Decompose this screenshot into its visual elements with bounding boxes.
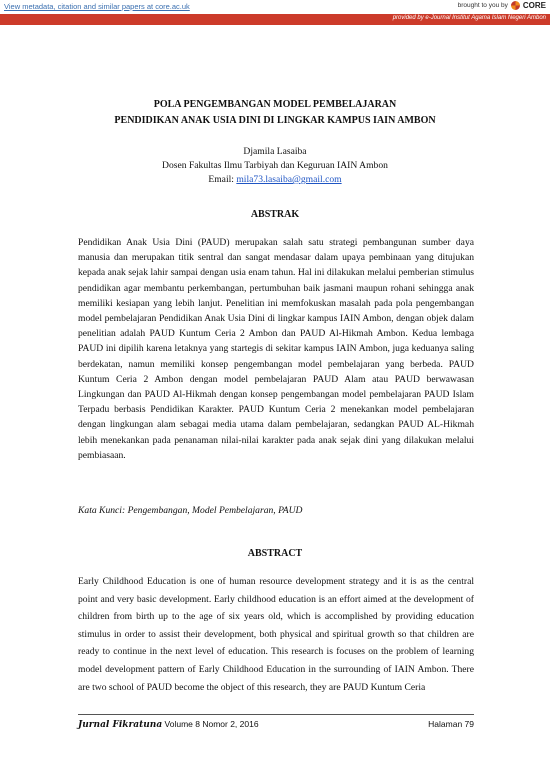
abstract-paragraph: Early Childhood Education is one of human resource development strategy and it is as the central point and very basic development. Early childhood education is an effort aimed at the development of children from birth up to the age of six years old, which is accomplished by providing education stimulus in order to assist their development, both physical and spiritual growth so that children are ready to continue in the next level of education. This research is focuses on the problem of learning model development pattern of Early Childhood Education in the surrounding of IAIN Ambon. There are two school of PAUD become the object of this research, they are PAUD Kuntum Ceria bbox=[78, 576, 474, 693]
abstrak-heading: ABSTRAK bbox=[250, 209, 300, 220]
core-link[interactable]: View metadata, citation and similar papers at core.ac.uk bbox=[4, 2, 190, 11]
footer-rule bbox=[78, 714, 474, 715]
email-link[interactable]: mila73.lasaiba@gmail.com bbox=[236, 174, 342, 185]
metadata-link[interactable] bbox=[4, 2, 190, 11]
abstract-heading: ABSTRACT bbox=[247, 548, 303, 559]
email-label: Email: bbox=[208, 174, 237, 185]
journal-name: Jurnal Fikratuna bbox=[78, 720, 163, 730]
paper-title-line1: POLA PENGEMBANGAN MODEL PEMBELAJARAN bbox=[153, 99, 397, 110]
journal-volume: Volume 8 Nomor 2, 2016 bbox=[162, 719, 259, 729]
abstrak-paragraph: Pendidikan Anak Usia Dini (PAUD) merupakan salah satu strategi pembangunan sumber daya manusia dan merupakan titik sentral dan sangat mendasar dalam upaya pembinaan yang ditujukan kepada anak sejak lahir sampai dengan usia enam tahun. Hal ini dilakukan melalui pemberian stimulus pendidikan agar membantu perkembangan, pertumbuhan baik jasmani maupun rohani sehingga anak memiliki kesiapan yang lebih lanjut. Penelitian ini memfokuskan masalah pada pola pengembangan model pembelajaran Pendidikan Anak Usia Dini di lingkar kampus IAIN Ambon, dengan objek dalam penelitian adalah PAUD Kuntum Ceria 2 Ambon dan PAUD Al-Hikmah Ambon. Kedua lembaga PAUD ini dipilih karena letaknya yang startegis di sekitar kampus IAIN Ambon, juga keduanya saling berdekatan, namun memiliki konsep pengembangan model pembelajaran yang berbeda. PAUD Kuntum Ceria 2 Ambon dengan model pembelajaran PAUD Alam atau PAUD berwawasan Lingkungan dan PAUD Al-Hikmah dengan konsep pengembangan model pembelajaran PAUD Islam Terpadu berbasis Pendidikan Karakter. PAUD Kuntum Ceria 2 menekankan model pembelajaran dengan lingkungan alam sebagai media utama dalam pembelajaran, sedangkan PAUD AL-Hikmah lebih menekankan pada penanaman nilai-nilai karakter pada anak sejak dini yang dilakukan melalui pembiasaan. bbox=[78, 237, 474, 461]
brought-by bbox=[458, 1, 546, 10]
core-label: CORE bbox=[522, 1, 546, 10]
brought-by-text: brought to you by bbox=[457, 2, 508, 9]
author-affiliation: Dosen Fakultas Ilmu Tarbiyah dan Keguruan IAIN Ambon bbox=[162, 160, 388, 171]
page-number: Halaman 79 bbox=[428, 719, 474, 729]
author-email bbox=[0, 173, 550, 186]
provider-bar bbox=[0, 14, 550, 25]
core-header-bar bbox=[0, 0, 550, 14]
core-logo-icon bbox=[511, 1, 520, 10]
paper-title-line2: PENDIDIKAN ANAK USIA DINI DI LINGKAR KAMPUS IAIN AMBON bbox=[114, 115, 436, 126]
provided-by-text[interactable]: provided by e-Journal Institut Agama Islam Negeri Ambon bbox=[392, 15, 546, 21]
keywords: Kata Kunci: Pengembangan, Model Pembelajaran, PAUD bbox=[78, 505, 303, 516]
author-name: Djamila Lasaiba bbox=[243, 146, 307, 157]
footer-journal bbox=[78, 719, 259, 730]
